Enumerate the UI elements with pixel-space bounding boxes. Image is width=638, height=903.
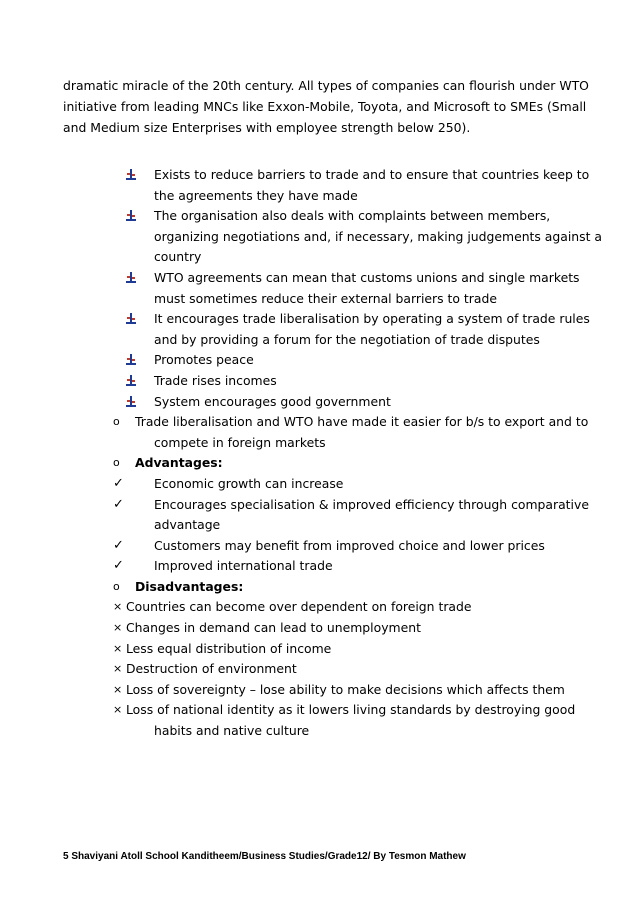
cross-icon: × [113,600,123,614]
page-number: 5 [63,851,69,862]
disadvantage-item [113,618,613,639]
cross-icon: × [113,641,123,655]
disadvantage-text: Countries can become over dependent on foreign trade [126,599,472,615]
circle-bullet-icon: o [113,415,120,429]
list-item-text: The organisation also deals with complaints between members, organizing negotiations and, if necessary, making judgements against a country [154,208,602,265]
disadvantage-item [113,680,613,701]
check-icon: ✓ [113,496,124,512]
page-footer [63,851,466,862]
list-item [113,350,613,371]
list-item-text: System encourages good government [154,393,391,409]
advantage-item [113,536,613,557]
disadvantage-item [113,659,613,680]
advantage-item [113,474,613,495]
list-item [113,165,613,206]
intro-line: initiative from leading MNCs like Exxon-Mobile, Toyota, and Microsoft to SMEs (Small [63,99,587,114]
circle-bullet-icon: o [113,456,120,470]
disadvantage-text: Less equal distribution of income [126,640,332,656]
cross-icon: × [113,662,123,676]
disadvantage-item [113,597,613,618]
footer-text: Shaviyani Atoll School Kanditheem/Business Studies/Grade12/ By Tesmon Mathew [71,851,466,862]
check-icon: ✓ [113,537,124,553]
advantage-item [113,556,613,577]
disadvantage-text: Destruction of environment [126,661,297,677]
list-item [113,309,613,350]
intro-line: and Medium size Enterprises with employee strength below 250). [63,120,471,135]
disadvantage-text: Changes in demand can lead to unemployment [126,620,421,636]
arrow-bullet-icon [125,375,137,387]
advantage-item [113,495,613,536]
disadvantage-text: Loss of national identity as it lowers living standards by destroying good habits and native culture [126,702,576,739]
check-icon: ✓ [113,558,124,574]
cross-icon: × [113,703,123,717]
arrow-bullet-icon [125,354,137,366]
cross-icon: × [113,682,123,696]
list-item-text: Trade rises incomes [154,372,277,388]
list-item [113,268,613,309]
advantage-text: Improved international trade [154,558,333,574]
list-item [113,206,613,268]
advantages-heading: Advantages: [135,455,223,471]
arrow-bullet-icon [125,313,137,325]
advantages-heading-row [113,453,613,474]
list-item [113,371,613,392]
cross-icon: × [113,621,123,635]
list-item-text: Exists to reduce barriers to trade and to ensure that countries keep to the agreements they have made [154,167,590,203]
intro-line: dramatic miracle of the 20th century. All types of companies can flourish under WTO [63,78,589,93]
list-item-text: It encourages trade liberalisation by operating a system of trade rules and by providing a forum for the negotiation of trade disputes [154,311,590,347]
advantage-text: Economic growth can increase [154,475,344,491]
content-list [113,165,613,742]
trade-note [113,412,613,453]
disadvantages-heading-row [113,577,613,598]
disadvantages-heading: Disadvantages: [135,578,244,594]
disadvantage-item [113,639,613,660]
advantage-text: Encourages specialisation & improved efficiency through comparative advantage [154,496,589,533]
list-item-text: WTO agreements can mean that customs unions and single markets must sometimes reduce their external barriers to trade [154,269,580,306]
disadvantage-item [113,700,613,741]
list-item [113,392,613,413]
arrow-bullet-icon [125,272,137,284]
intro-paragraph [63,75,608,138]
trade-note-text: Trade liberalisation and WTO have made it easier for b/s to export and to compete in foreign markets [135,414,589,450]
disadvantage-text: Loss of sovereignty – lose ability to make decisions which affects them [126,681,565,697]
arrow-bullet-icon [125,210,137,222]
list-item-text: Promotes peace [154,352,254,368]
arrow-bullet-icon [125,169,137,181]
check-icon: ✓ [113,475,124,491]
arrow-bullet-icon [125,396,137,408]
circle-bullet-icon: o [113,579,120,593]
advantage-text: Customers may benefit from improved choice and lower prices [154,537,545,553]
